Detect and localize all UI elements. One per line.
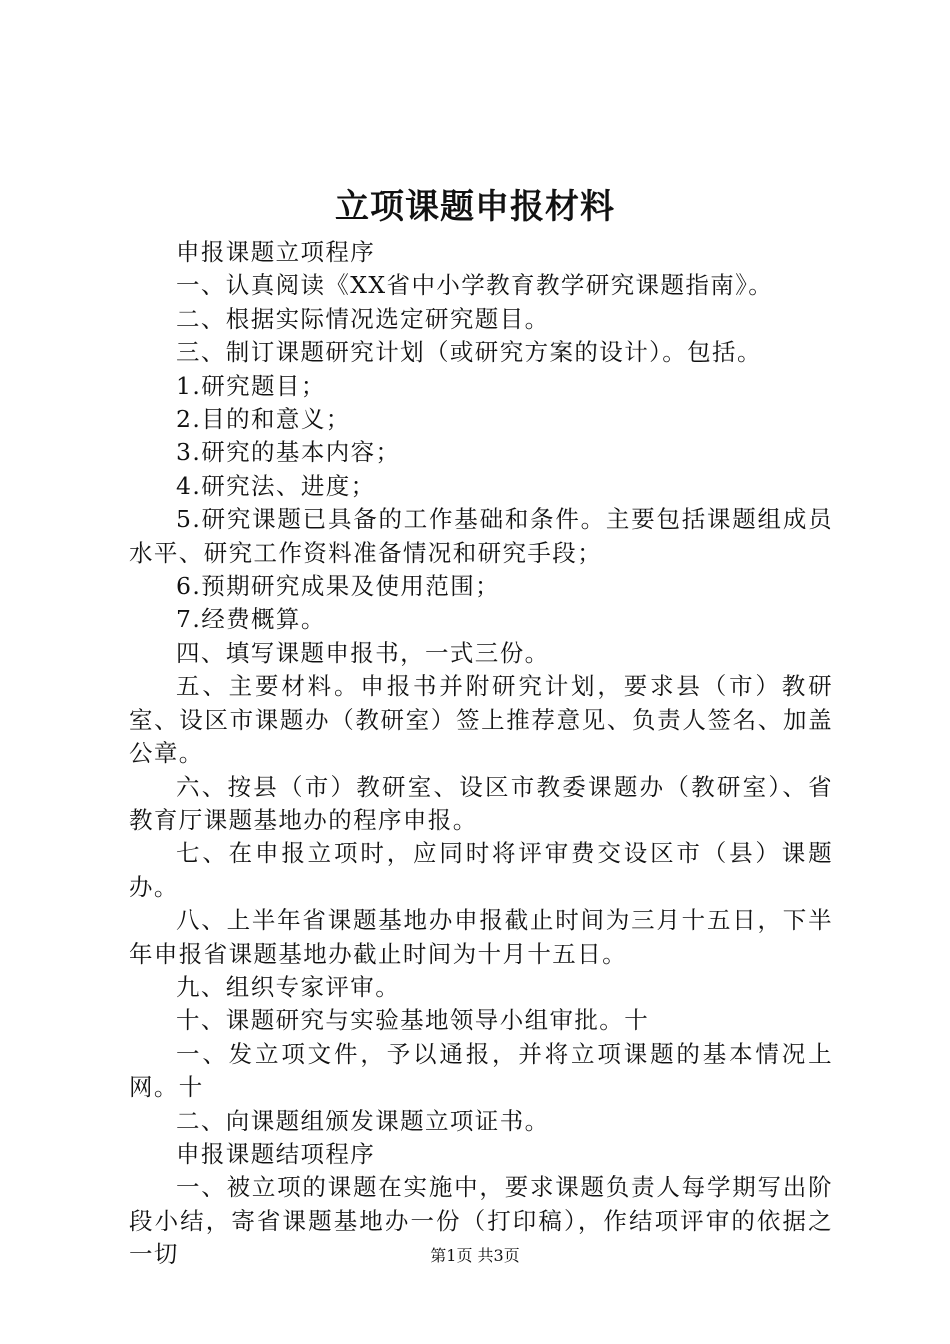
- body-paragraph: 一、认真阅读《XX省中小学教育教学研究课题指南》。: [176, 271, 774, 300]
- page-footer: 第1页 共3页: [430, 1246, 520, 1265]
- body-paragraph: 申报课题立项程序: [176, 238, 376, 266]
- body-paragraph: 3.研究的基本内容；: [176, 438, 401, 467]
- body-paragraph: 三、制订课题研究计划（或研究方案的设计）。包括。: [176, 338, 762, 367]
- body-paragraph: 1.研究题目；: [176, 371, 326, 400]
- body-paragraph: 五、主要材料。申报书并附研究计划，要求县（市）教研室、设区市课题办（教研室）签上推荐意见、负责人签名、加盖公章。: [129, 672, 833, 768]
- body-paragraph: 5.研究课题已具备的工作基础和条件。主要包括课题组成员水平、研究工作资料准备情况和研究手段；: [129, 505, 833, 567]
- body-paragraph: 十、课题研究与实验基地领导小组审批。十: [176, 1006, 650, 1035]
- body-paragraph: 一、被立项的课题在实施中，要求课题负责人每学期写出阶段小结，寄省课题基地办一份（打印稿），作结项评审的依据之一切: [129, 1173, 833, 1269]
- body-paragraph: 九、组织专家评审。: [176, 972, 401, 1001]
- body-paragraph: 2.目的和意义；: [176, 405, 351, 434]
- body-paragraph: 六、按县（市）教研室、设区市教委课题办（教研室）、省教育厅课题基地办的程序申报。: [129, 772, 833, 834]
- body-paragraph: 二、向课题组颁发课题立项证书。: [176, 1106, 550, 1135]
- body-paragraph: 7.经费概算。: [176, 605, 326, 634]
- body-paragraph: 4.研究法、进度；: [176, 471, 376, 500]
- body-paragraph: 二、根据实际情况选定研究题目。: [176, 304, 550, 333]
- document-body: [129, 236, 833, 1272]
- body-paragraph: 6.预期研究成果及使用范围；: [176, 572, 501, 601]
- body-paragraph: 四、填写课题申报书，一式三份。: [176, 638, 550, 667]
- body-paragraph: 申报课题结项程序: [176, 1139, 376, 1168]
- body-paragraph: 一、发立项文件，予以通报，并将立项课题的基本情况上网。十: [129, 1039, 833, 1102]
- document-title: 立项课题申报材料: [335, 187, 615, 227]
- body-paragraph: 七、在申报立项时，应同时将评审费交设区市（县）课题办。: [129, 839, 833, 901]
- body-paragraph: 八、上半年省课题基地办申报截止时间为三月十五日，下半年申报省课题基地办截止时间为十月十五日。: [129, 906, 833, 968]
